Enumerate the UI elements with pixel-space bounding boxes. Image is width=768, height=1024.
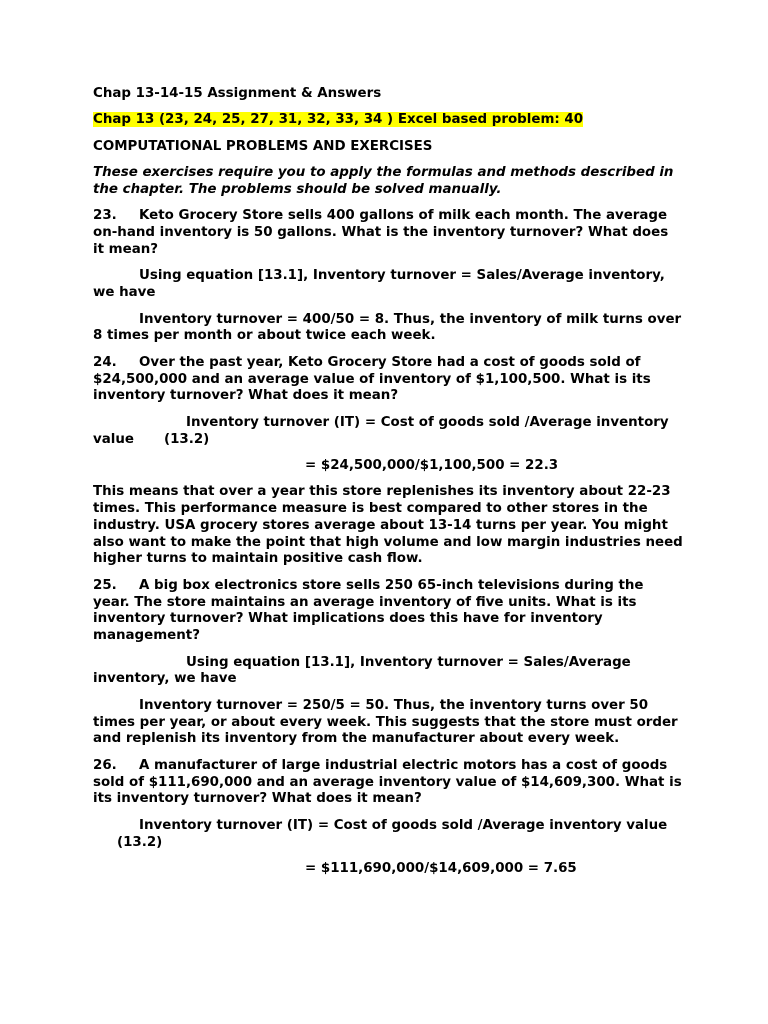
problem-25-answer-1 [93, 655, 683, 689]
problem-26-question [93, 758, 683, 808]
formula-text: Inventory turnover (IT) = Cost of goods sold /Average inventory value [139, 817, 668, 833]
question-text: Keto Grocery Store sells 400 gallons of milk each month. The average on-hand inventory is 50 gallons. What is the inventory turnover? What does it mean? [93, 208, 669, 257]
problem-24-result: = $24,500,000/$1,100,500 = 22.3 [305, 457, 559, 473]
problem-number: 25. [93, 577, 117, 593]
problem-number: 24. [93, 354, 117, 370]
problem-23-question [93, 208, 683, 258]
problem-24-explanation: This means that over a year this store replenishes its inventory about 22-23 times. This performance measure is best compared to other stores in the industry. USA grocery stores average about 13-14 turns per year. You might also want to make the point that high volume and low margin industries need higher turns to maintain positive cash flow. [93, 484, 683, 567]
question-text: A manufacturer of large industrial electric motors has a cost of goods sold of $111,690,000 and an average inventory value of $14,609,300. What is its inventory turnover? What does it mean? [93, 757, 682, 807]
problem-23-answer-2 [93, 312, 683, 346]
assignment-highlight: Chap 13 (23, 24, 25, 27, 31, 32, 33, 34 ) Excel based problem: 40 [93, 112, 584, 128]
instructions-text: These exercises require you to apply the formulas and methods described in the chapter. The problems should be solved manually. [93, 165, 674, 197]
assignment-line [93, 112, 683, 129]
answer-text: Inventory turnover = 400/50 = 8. Thus, the inventory of milk turns over 8 times per month or about twice each week. [93, 311, 682, 344]
problem-23-answer-1 [93, 268, 683, 302]
formula-text: Inventory turnover (IT) = Cost of goods sold /Average inventory value [93, 414, 669, 447]
question-text: A big box electronics store sells 250 65-inch televisions during the year. The store maintains an average inventory of five units. What is its inventory turnover? What implications does this have for inventory management? [93, 577, 644, 644]
document-page [93, 86, 683, 887]
answer-text: Using equation [13.1], Inventory turnover = Sales/Average inventory, we have [93, 268, 665, 301]
formula-reference: (13.2) [117, 834, 163, 850]
problem-number: 23. [93, 208, 117, 224]
problem-26-result: = $111,690,000/$14,609,000 = 7.65 [305, 860, 577, 876]
answer-text: Inventory turnover = 250/5 = 50. Thus, the inventory turns over 50 times per year, or about every week. This suggests that the store must order and replenish its inventory from the manufacturer about every week. [93, 697, 678, 747]
problem-number: 26. [93, 757, 117, 773]
problem-26-formula [93, 818, 683, 852]
problem-25-question [93, 578, 683, 645]
question-text: Over the past year, Keto Grocery Store had a cost of goods sold of $24,500,000 and an average value of inventory of $1,100,500. What is its inventory turnover? What does it mean? [93, 354, 651, 404]
problem-25-answer-2 [93, 698, 683, 748]
problem-24-formula [93, 415, 683, 449]
formula-reference: (13.2) [163, 431, 210, 447]
section-heading: COMPUTATIONAL PROBLEMS AND EXERCISES [93, 138, 433, 154]
document-title: Chap 13-14-15 Assignment & Answers [93, 86, 382, 101]
answer-text: Using equation [13.1], Inventory turnover = Sales/Average inventory, we have [93, 654, 631, 687]
problem-24-question [93, 355, 683, 405]
